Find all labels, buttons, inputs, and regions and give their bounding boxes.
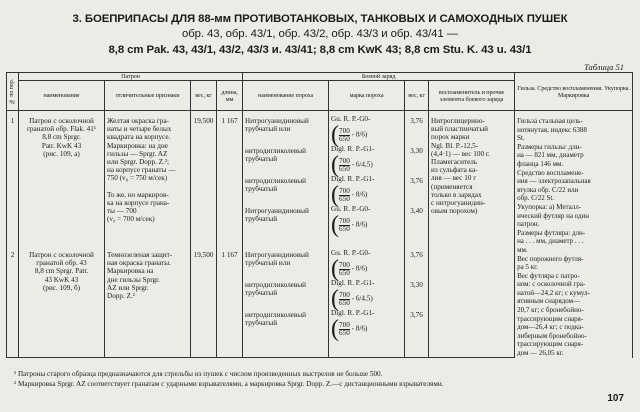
cartridge-length: 1 167: [217, 111, 243, 245]
header-charge-weight: вес, кг: [405, 81, 429, 111]
table-title-line-3: 8,8 cm Pak. 43, 43/1, 43/2, 43/3 и. 43/41; 8,8 cm KwK 43; 8,8 cm Stu. K. 43 u. 43/1: [108, 44, 532, 56]
header-weight: вес, кг: [191, 81, 217, 111]
powder-name: нитродигликолевый трубчатый: [245, 177, 306, 194]
powder-mark: Gu. R. P.-G0- ( $\frac{700}{650}$ - 8/6): [331, 248, 371, 283]
header-group-charge: Боевой заряд: [243, 73, 515, 81]
charge-weight: 3,76: [410, 117, 423, 125]
cartridge-name: Патрон с осколочной гранатой обр. Flak. 41¹ 8,8 cm Sprgr. Patr. KwK 43 (рис. 109, а): [19, 111, 105, 245]
charge-weight: 3,40: [410, 207, 423, 215]
powder-name: Нитрогуанидиновый трубчатый: [245, 207, 309, 224]
header-ignition: воспламенитель и прочие элементы боевого заряда: [429, 81, 515, 111]
powder-name: нитродигликолевый трубчатый: [245, 310, 306, 328]
cartridge-length: 1 167: [217, 245, 243, 358]
ignition-elements: Нитроглицерино- вый пластинчатый порох марки Ngl. Bl. P.-12,5- (4,4·1) — вес 100 г. Пламегаситель из сульфата ка- лия — вес 10 г (применяется только в зарядах с нитрогуанидин- овым порохом): [429, 111, 515, 245]
table-number-label: Таблица 51: [584, 62, 624, 72]
powder-name: Нитрогуанидиновый трубчатый или: [245, 250, 309, 268]
charge-weight: 3,76: [410, 250, 423, 259]
ignition-elements-empty: [429, 245, 515, 358]
charge-weight: 3,76: [410, 177, 423, 185]
header-name: наименование: [19, 81, 105, 111]
cartridge-features: Темнозеленая защит- ная окраска гранаты. Маркировка на дне гильзы Sprgr. AZ или Sprgr. Dopp. Z.²: [105, 245, 191, 358]
powder-mark: Digl. R. P.-G1- ( $\frac{700}{650}$ - 6/4,5): [331, 145, 375, 179]
header-group-cartridge: Патрон: [19, 73, 243, 81]
powder-mark: Digl. R. P.-G1- ( $\frac{700}{650}$ - 8/6): [331, 308, 375, 343]
row-number: 1: [7, 111, 19, 245]
powder-name: нитродигликолевый трубчатый: [245, 147, 306, 164]
header-num: № по пор.: [7, 73, 19, 111]
powder-marks: [329, 245, 405, 358]
header-case: Гильза. Средство воспламенения. Укупорка. Маркировка: [515, 73, 633, 111]
powder-marks: [329, 111, 405, 245]
powder-name: Нитрогуанидиновый трубчатый или: [245, 117, 309, 134]
powder-mark: Gu. R. P.-G0- ( $\frac{700}{650}$ - 8/6): [331, 115, 371, 149]
footnote-2: ² Маркировка Sprgr. AZ соответствует гранатам с ударными взрывателями, а маркировка Sprgr. Dopp. Z.—с дистанционными взрывателями.: [14, 380, 444, 388]
cartridge-name: Патрон с осколочной гранатой обр. 43 8,8 cm Sprgr. Patr. 43 KwK 43 (рис. 109, б): [19, 245, 105, 358]
powder-mark: Digl. R. P.-G1- ( $\frac{700}{650}$ - 6/4,5): [331, 278, 375, 313]
charge-weight: 3,76: [410, 310, 423, 319]
charge-weight: 3,30: [410, 280, 423, 289]
powder-names: [243, 245, 329, 358]
footnote-1: ¹ Патроны старого образца предназначаются для стрельбы из пушек с числом произведенных выстрелов не больше 500.: [14, 370, 383, 378]
cartridge-weight: 19,500: [191, 245, 217, 358]
cartridge-features: Желтая окраска гра- наты и четыре белых квадрата на корпусе. Маркировка: на дне гильзы — Sprgr. AZ или Sprgr. Dopp. Z.²; на корпусе гранаты — 750 (v₀ = 750 м/сек) То же, но маркиров- ка на корпусе грана- ты — 700 (v₀ = 700 м/сек): [105, 111, 191, 245]
row-number: 2: [7, 245, 19, 358]
powder-mark: Digl. R. P.-G1- ( $\frac{700}{650}$ - 8/6): [331, 175, 375, 209]
header-length: длина, мм: [217, 81, 243, 111]
ammunition-table: [6, 72, 633, 358]
charge-weights: [405, 245, 429, 358]
powder-names: [243, 111, 329, 245]
header-powder-name: наименование пороха: [243, 81, 329, 111]
page-number: 107: [607, 393, 624, 404]
powder-mark: Gu. R. P.-G0- ( $\frac{700}{650}$ - 8/6): [331, 205, 371, 239]
charge-weights: [405, 111, 429, 245]
case-description: Гильза стальная цель- нотянутая, индекс 6388 St. Размеры гильзы: дли- на — 821 мм, диаметр фланца 146 мм. Средство воспламене- ния — электрозапальная втулка обр. С/22 или обр. С/22 St. Укупорка: а) Металл- ический футляр на один патрон. Размеры футляра: дли- на . . . мм, диаметр . . . мм. Вес порожнего футля- ра 5 кг. Вес футляра с патро- ном: с осколочной гра- натой—24,2 кг; с кумул- ятивным снарядом— 20,7 кг; с бронебойно- трассирующим снаря- дом—26,4 кг; с подка- либерным бронебойно- трассирующим снаря- дом — 26,05 кг.: [515, 111, 633, 358]
header-powder-mark: марка пороха: [329, 81, 405, 111]
table-title-line-2: обр. 43, обр. 43/1, обр. 43/2, обр. 43/3 и обр. 43/41 —: [181, 28, 459, 40]
charge-weight: 3,30: [410, 147, 423, 155]
cartridge-weight: 19,500: [191, 111, 217, 245]
table-row: [7, 111, 633, 245]
powder-name: нитродигликолевый трубчатый: [245, 280, 306, 298]
header-features: отличительные признаки: [105, 81, 191, 111]
table-title-line-1: 3. БОЕПРИПАСЫ ДЛЯ 88-мм ПРОТИВОТАНКОВЫХ, ТАНКОВЫХ И САМОХОДНЫХ ПУШЕК: [72, 13, 568, 25]
